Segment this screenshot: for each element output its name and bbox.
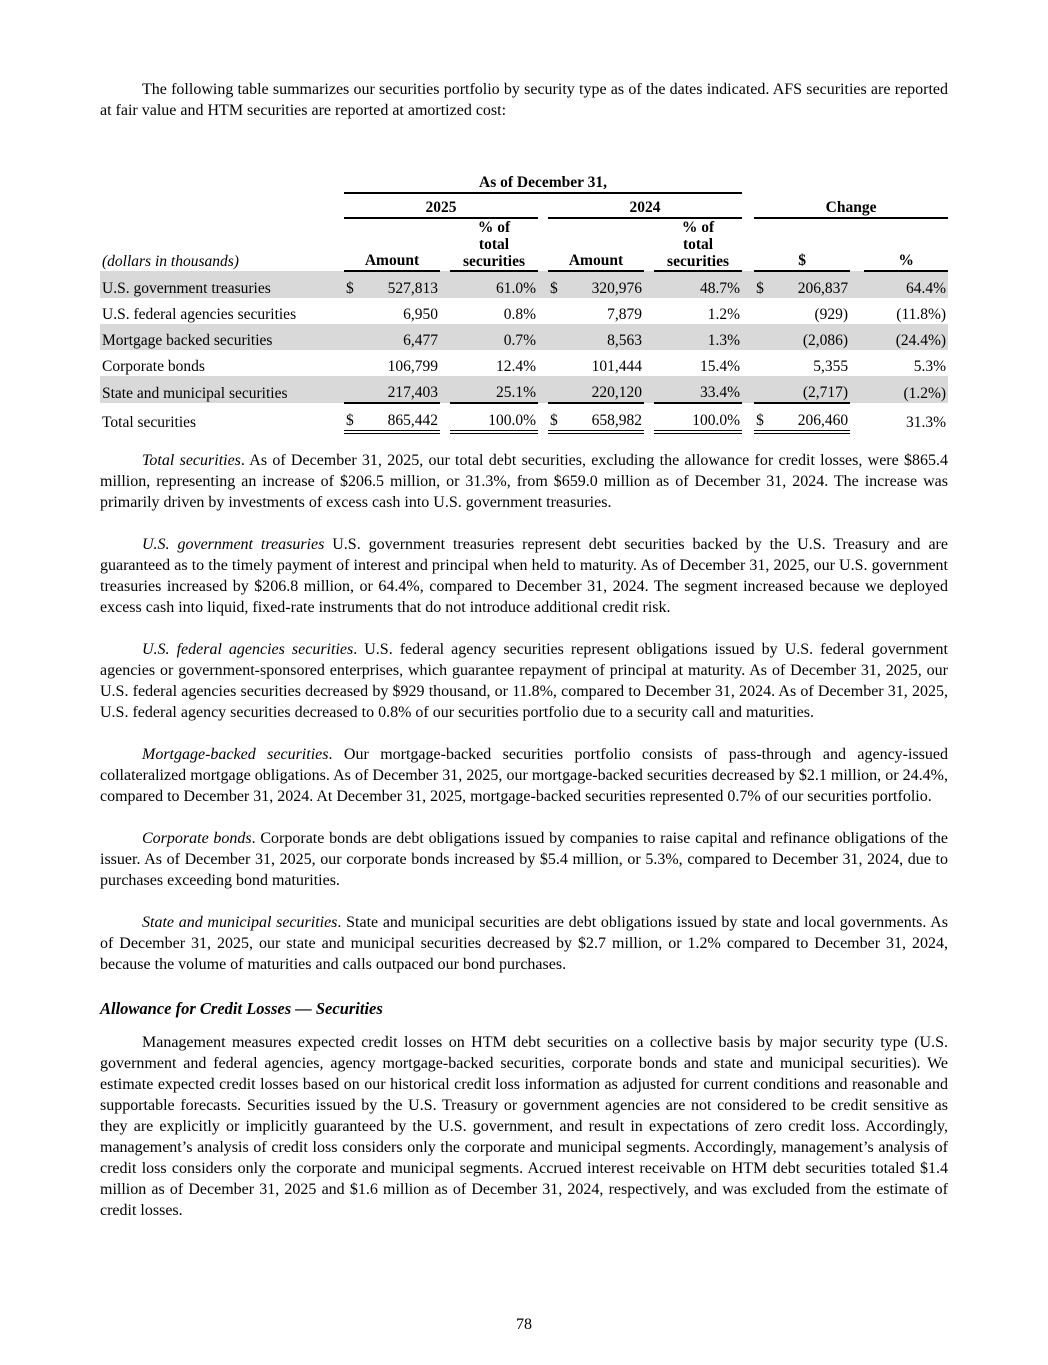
paragraph-text: . Our mortgage-backed securities portfolio consists of pass-through and agency-issued collateralized mortgage obligations. As of December 31, 2025, our mortgage-backed securities decreased by $2.1 million, or 24.4%, compared to December 31, 2024. At December 31, 2025, mortgage-backed securities represented 0.7% of our securities portfolio.	[100, 746, 948, 805]
currency-cell	[344, 324, 364, 350]
gap-cell	[538, 271, 548, 298]
table-header-columns-row	[100, 218, 948, 271]
intro-text: The following table summarizes our securities portfolio by security type as of the dates indicated. AFS securities are reported at fair value and HTM securities are reported at amortized cost:	[100, 81, 948, 119]
gap-cell	[742, 324, 754, 350]
gap-cell	[440, 403, 450, 432]
gap-cell	[742, 403, 754, 432]
pct-2024: 100.0%	[654, 403, 742, 432]
currency-cell	[548, 376, 568, 403]
paragraph-total-securities	[100, 450, 948, 513]
gap-cell	[538, 324, 548, 350]
table-row	[100, 350, 948, 376]
currency-cell	[548, 350, 568, 376]
pct-2024: 1.3%	[654, 324, 742, 350]
currency-cell: $	[754, 271, 774, 298]
empty-cell	[100, 193, 338, 218]
paragraph-lead: Mortgage-backed securities	[142, 746, 329, 763]
gap-cell	[742, 271, 754, 298]
change-pct: (1.2%)	[864, 376, 948, 403]
gap-cell	[644, 376, 654, 403]
pct-2024: 1.2%	[707, 306, 741, 323]
gap-cell	[742, 376, 754, 403]
paragraph-text: Management measures expected credit losses on HTM debt securities on a collective basis by major security type (U.S. government and federal agencies, agency mortgage-backed securities, corporate bonds and state and municipal securities). We estimate expected credit losses based on our historical credit loss information as adjusted for current conditions and reasonable and supportable forecasts. Securities issued by the U.S. Treasury or government agencies are not considered to be credit sensitive as they are explicitly or implicitly guaranteed by the U.S. government, and result in expectations of zero credit loss. Accordingly, management’s analysis of credit loss considers only the corporate and municipal segments. Accordingly, management’s analysis of credit loss considers only the corporate and municipal segments. Accrued interest receivable on HTM debt securities totaled $1.4 million as of December 31, 2025 and $1.6 million as of December 31, 2024, respectively, and was excluded from the estimate of credit losses.	[100, 1034, 948, 1219]
gap-cell	[644, 298, 654, 324]
securities-portfolio-table	[100, 171, 948, 434]
paragraph-text: . As of December 31, 2025, our total debt securities, excluding the allowance for credit losses, were $865.4 million, representing an increase of $206.5 million, or 31.3%, from $659.0 million as of December 31, 2024. The increase was primarily driven by investments of excess cash into U.S. government treasuries.	[100, 452, 948, 511]
header-year-2025: 2025	[344, 193, 538, 218]
row-label: Mortgage backed securities	[100, 324, 338, 350]
gap-cell	[644, 350, 654, 376]
header-as-of-december: As of December 31,	[344, 171, 742, 193]
pct-2025: 0.8%	[503, 306, 536, 323]
paragraph-lead: U.S. government treasuries	[142, 536, 325, 553]
amount-2025: 217,403	[364, 376, 440, 403]
row-label: U.S. government treasuries	[100, 271, 338, 298]
pct-2024: 33.4%	[654, 376, 742, 403]
paragraph-us-federal-agencies	[100, 639, 948, 723]
paragraph-text: . U.S. federal agency securities represent obligations issued by U.S. federal government agencies or government-sponsored enterprises, which guarantee repayment of principal at maturity. As of December 31, 2025, our U.S. federal agencies securities decreased by $929 thousand, or 11.8%, compared to December 31, 2024. As of December 31, 2025, U.S. federal agency securities decreased to 0.8% of our securities portfolio due to a security call and maturities.	[100, 641, 948, 721]
header-change: Change	[754, 193, 948, 218]
currency-cell	[548, 298, 568, 324]
gap-cell	[850, 271, 864, 298]
empty-cell	[742, 171, 948, 193]
paragraph-us-government-treasuries	[100, 534, 948, 618]
paragraph-management-measures	[100, 1032, 948, 1221]
gap-cell	[440, 298, 450, 324]
currency-cell: $	[344, 271, 364, 298]
amount-2024: 320,976	[568, 271, 644, 298]
header-year-2024: 2024	[548, 193, 742, 218]
gap-cell	[440, 376, 450, 403]
gap-cell	[742, 298, 754, 324]
gap-cell	[538, 193, 548, 218]
currency-cell	[754, 298, 774, 324]
table-row	[100, 324, 948, 350]
paragraph-text: . State and municipal securities are debt obligations issued by state and local governments. As of December 31, 2025, our state and municipal securities decreased by $2.7 million, or 1.2% compared to December 31, 2024, because the volume of maturities and calls outpaced our bond purchases.	[100, 914, 949, 973]
gap-cell	[850, 376, 864, 403]
paragraph-corporate-bonds	[100, 828, 948, 891]
header-change-dollar: $	[754, 218, 850, 271]
gap-cell	[440, 271, 450, 298]
change-pct: (24.4%)	[864, 324, 948, 350]
header-pct-total-2025: % of total securities	[450, 218, 538, 271]
change-amount: (2,086)	[774, 324, 850, 350]
gap-cell	[644, 218, 654, 271]
row-label: State and municipal securities	[100, 376, 338, 403]
gap-cell	[850, 298, 864, 324]
gap-cell	[644, 403, 654, 432]
pct-2025: 12.4%	[495, 358, 536, 375]
paragraph-lead: Total securities	[142, 452, 241, 469]
gap-cell	[850, 218, 864, 271]
paragraph-lead: State and municipal securities	[142, 914, 338, 931]
gap-cell	[538, 403, 548, 432]
table-row	[100, 376, 948, 403]
amount-2024: 8,563	[568, 324, 644, 350]
section-heading-allowance-credit-losses: Allowance for Credit Losses — Securities	[100, 999, 383, 1018]
change-amount: (2,717)	[774, 376, 850, 403]
row-label: Corporate bonds	[102, 358, 205, 375]
change-amount: 206,837	[774, 271, 850, 298]
table-total-row	[100, 403, 948, 432]
paragraph-text: . Corporate bonds are debt obligations issued by companies to raise capital and refinance obligations of the issuer. As of December 31, 2025, our corporate bonds increased by $5.4 million, or 5.3%, compared to December 31, 2024, due to purchases exceeding bond maturities.	[100, 830, 948, 889]
gap-cell	[850, 403, 864, 432]
gap-cell	[538, 350, 548, 376]
amount-2025: 527,813	[364, 271, 440, 298]
gap-cell	[742, 218, 754, 271]
currency-cell	[754, 324, 774, 350]
amount-2025: 865,442	[364, 403, 440, 432]
paragraph-mortgage-backed	[100, 744, 948, 807]
currency-cell: $	[548, 271, 568, 298]
currency-cell	[754, 376, 774, 403]
pct-2025: 100.0%	[450, 403, 538, 432]
change-pct: 64.4%	[864, 271, 948, 298]
currency-cell	[344, 298, 364, 324]
paragraph-state-municipal	[100, 912, 948, 975]
amount-2024: 658,982	[568, 403, 644, 432]
pct-2025: 25.1%	[450, 376, 538, 403]
amount-2024: 7,879	[607, 306, 642, 323]
header-amount-2025: Amount	[344, 218, 440, 271]
paragraph-lead: Corporate bonds	[142, 830, 252, 847]
gap-cell	[850, 324, 864, 350]
pct-2024: 48.7%	[654, 271, 742, 298]
empty-cell	[100, 171, 338, 193]
paragraph-text: U.S. government treasuries represent debt securities backed by the U.S. Treasury and are guaranteed as to the timely payment of interest and principal when held to maturity. As of December 31, 2025, our U.S. government treasuries increased by $206.8 million, or 64.4%, compared to December 31, 2024. The segment increased because we deployed excess cash into liquid, fixed-rate instruments that do not introduce additional credit risk.	[100, 536, 948, 616]
pct-2024: 15.4%	[700, 358, 741, 375]
gap-cell	[742, 193, 754, 218]
gap-cell	[538, 298, 548, 324]
change-amount: 206,460	[774, 403, 850, 432]
gap-cell	[440, 218, 450, 271]
gap-cell	[742, 350, 754, 376]
header-pct-total-2024: % of total securities	[654, 218, 742, 271]
change-amount: (929)	[814, 306, 849, 323]
table-header-spanner-row	[100, 171, 948, 193]
header-change-percent: %	[864, 218, 948, 271]
table-row	[100, 271, 948, 298]
gap-cell	[538, 376, 548, 403]
amount-2025: 106,799	[387, 358, 438, 375]
intro-paragraph	[100, 79, 948, 121]
gap-cell	[644, 324, 654, 350]
gap-cell	[440, 324, 450, 350]
currency-cell: $	[344, 403, 364, 432]
amount-2024: 220,120	[568, 376, 644, 403]
pct-2025: 61.0%	[450, 271, 538, 298]
paragraph-lead: U.S. federal agencies securities	[142, 641, 354, 658]
amount-2025: 6,477	[364, 324, 440, 350]
currency-cell	[344, 376, 364, 403]
currency-cell	[548, 324, 568, 350]
change-pct: 31.3%	[906, 414, 947, 431]
amount-2024: 101,444	[591, 358, 642, 375]
dollars-in-thousands-note: (dollars in thousands)	[102, 253, 239, 270]
change-pct: (11.8%)	[896, 306, 947, 323]
change-pct: 5.3%	[913, 358, 947, 375]
gap-cell	[440, 350, 450, 376]
currency-cell	[344, 350, 364, 376]
currency-cell: $	[548, 403, 568, 432]
gap-cell	[850, 350, 864, 376]
currency-cell: $	[754, 403, 774, 432]
row-label: U.S. federal agencies securities	[102, 306, 297, 323]
table-row	[100, 298, 948, 324]
row-label: Total securities	[102, 414, 197, 431]
gap-cell	[644, 271, 654, 298]
page-number: 78	[516, 1316, 532, 1333]
amount-2025: 6,950	[403, 306, 438, 323]
table-header-years-row	[100, 193, 948, 218]
pct-2025: 0.7%	[450, 324, 538, 350]
header-amount-2024: Amount	[548, 218, 644, 271]
change-amount: 5,355	[813, 358, 849, 375]
gap-cell	[538, 218, 548, 271]
currency-cell	[754, 350, 774, 376]
